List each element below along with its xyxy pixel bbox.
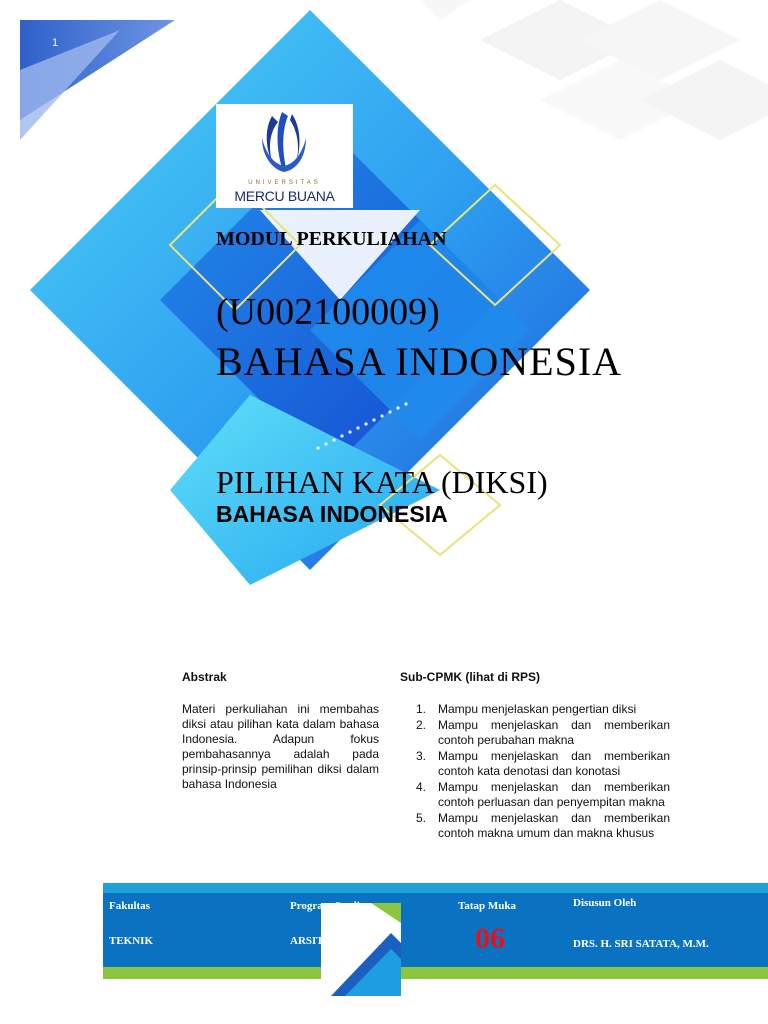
footer-band-bottom [103,967,768,979]
logo-name-text: MERCU BUANA [234,188,335,204]
footer-info-bar [103,883,768,979]
logo-flame-icon [216,104,353,180]
disusun-value: DRS. H. SRI SATATA, M.M. [573,938,709,950]
subcpmk-item: 3. Mampu menjelaskan dan memberikan contoh kata denotasi dan konotasi [416,748,670,778]
logo-universitas-text: UNIVERSITAS [248,180,321,186]
course-code: (U002100009) [216,291,440,333]
abstract-heading: Abstrak [182,670,227,684]
abstract-text: Materi perkuliahan ini membahas diksi atau pilihan kata dalam bahasa Indonesia. Adapun fokus pembahasannya adalah pada prinsip-prinsip pemilihan diksi dalam bahasa Indonesia [182,702,379,791]
fakultas-label: Fakultas [109,900,150,912]
footer-band-main [103,893,768,967]
footer-band-top [103,883,768,893]
grey-diamond-pattern [420,0,768,140]
prodi-label: Program Studi [290,900,360,912]
topic-title: PILIHAN KATA (DIKSI) [216,464,548,500]
page-number: 1 [52,37,59,49]
subcpmk-item: 5. Mampu menjelaskan dan memberikan contoh makna umum dan makna khusus [416,810,670,840]
university-logo [216,104,353,208]
tatap-muka-value: 06 [475,922,505,955]
subcpmk-list [400,702,670,842]
subcpmk-item: 1. Mampu menjelaskan pengertian diksi [416,702,637,716]
modul-label: MODUL PERKULIAHAN [216,228,447,250]
subcpmk-heading: Sub-CPMK (lihat di RPS) [400,670,540,684]
topic-subtitle: BAHASA INDONESIA [216,501,448,527]
prodi-value: ARSITEKTUR [290,935,363,947]
footer-triangle-icon [321,903,401,996]
tatap-muka-label: Tatap Muka [458,900,516,912]
subcpmk-item: 4. Mampu menjelaskan dan memberikan contoh perluasan dan penyempitan makna [416,779,670,809]
fakultas-value: TEKNIK [109,935,154,947]
subcpmk-section [400,670,670,842]
subcpmk-item: 2. Mampu menjelaskan dan memberikan contoh perubahan makna [416,717,670,747]
disusun-label: Disusun Oleh [573,897,637,909]
course-name: BAHASA INDONESIA [216,339,623,384]
abstract-section [182,670,379,792]
